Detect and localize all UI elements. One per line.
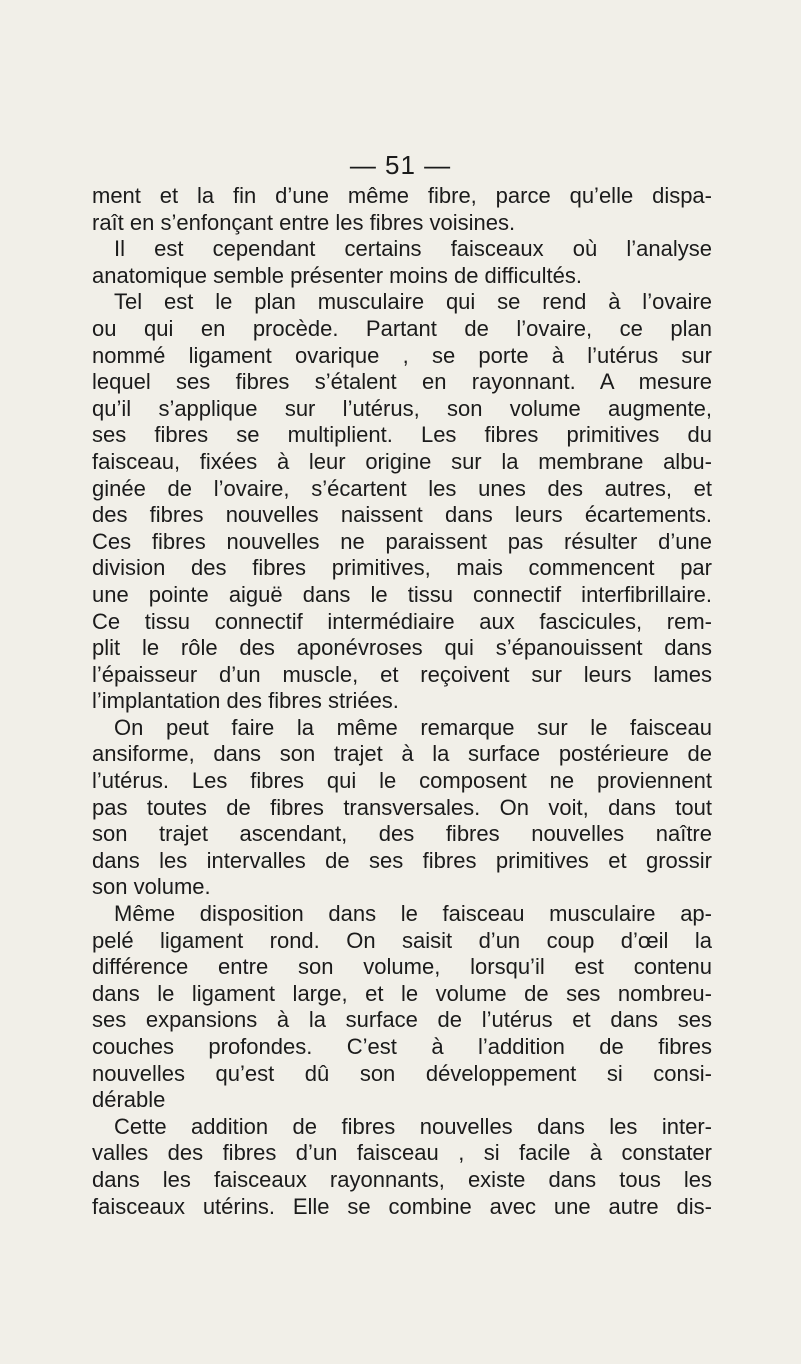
text-line: Il est cependant certains faisceaux où l’analyse [114, 236, 712, 262]
text-line: division des fibres primitives, mais commencent par [92, 555, 712, 581]
text-line: pas toutes de fibres transversales. On voit, dans tout [92, 794, 712, 820]
body-text [92, 183, 712, 1220]
text-line: couches profondes. C’est à l’addition de fibres [92, 1034, 712, 1059]
text-line: valles des fibres d’un faisceau , si facile à constater [92, 1140, 712, 1166]
text-line: nommé ligament ovarique , se porte à l’utérus sur [92, 342, 712, 368]
text-line: ginée de l’ovaire, s’écartent les unes des autres, et [92, 475, 712, 501]
text-line: Tel est le plan musculaire qui se rend à l’ovaire [114, 289, 712, 315]
text-line: nouvelles qu’est dû son développement si consi- [92, 1060, 712, 1086]
text-line: On peut faire la même remarque sur le faisceau [114, 714, 712, 740]
text-line: ses expansions à la surface de l’utérus et dans ses [92, 1007, 712, 1033]
text-line: ment et la fin d’une même fibre, parce qu’elle dispa- [92, 183, 712, 208]
text-line: dans les intervalles de ses fibres primitives et grossir [92, 847, 712, 873]
text-line: l’épaisseur d’un muscle, et reçoivent sur leurs lames [92, 661, 712, 687]
text-line: pelé ligament rond. On saisit d’un coup d’œil la [92, 927, 712, 953]
text-line: Même disposition dans le faisceau musculaire ap- [114, 901, 712, 927]
text-line: l’utérus. Les fibres qui le composent ne proviennent [92, 768, 712, 794]
text-line: qu’il s’applique sur l’utérus, son volume augmente, [92, 395, 712, 421]
text-line: Ces fibres nouvelles ne paraissent pas résulter d’une [92, 528, 712, 554]
text-line: anatomique semble présenter moins de difficultés. [92, 262, 582, 288]
text-line: Cette addition de fibres nouvelles dans les inter- [114, 1113, 712, 1139]
text-line: lequel ses fibres s’étalent en rayonnant. A mesure [92, 369, 712, 395]
text-line: dérable [92, 1087, 166, 1113]
text-line: son trajet ascendant, des fibres nouvelles naître [92, 821, 712, 847]
page-number-header: — 51 — [349, 150, 452, 180]
text-line: plit le rôle des aponévroses qui s’épanouissent dans [92, 635, 712, 661]
text-line: des fibres nouvelles naissent dans leurs écartements. [92, 502, 712, 528]
text-line: ses fibres se multiplient. Les fibres primitives du [92, 422, 712, 448]
text-line: raît en s’enfonçant entre les fibres voisines. [92, 209, 516, 235]
text-line: dans le ligament large, et le volume de ses nombreu- [92, 980, 712, 1006]
text-line: Ce tissu connectif intermédiaire aux fascicules, rem- [92, 608, 712, 634]
text-line: faisceaux utérins. Elle se combine avec une autre dis- [92, 1193, 712, 1219]
text-line: dans les faisceaux rayonnants, existe dans tous les [92, 1166, 712, 1192]
text-line: l’implantation des fibres striées. [92, 688, 399, 714]
text-line: différence entre son volume, lorsqu’il est contenu [92, 954, 712, 980]
text-line: son volume. [92, 874, 211, 900]
text-line: une pointe aiguë dans le tissu connectif interfibrillaire. [92, 581, 712, 607]
text-line: ansiforme, dans son trajet à la surface postérieure de [92, 741, 712, 767]
text-line: ou qui en procède. Partant de l’ovaire, ce plan [92, 315, 712, 341]
text-line: faisceau, fixées à leur origine sur la membrane albu- [92, 448, 712, 474]
